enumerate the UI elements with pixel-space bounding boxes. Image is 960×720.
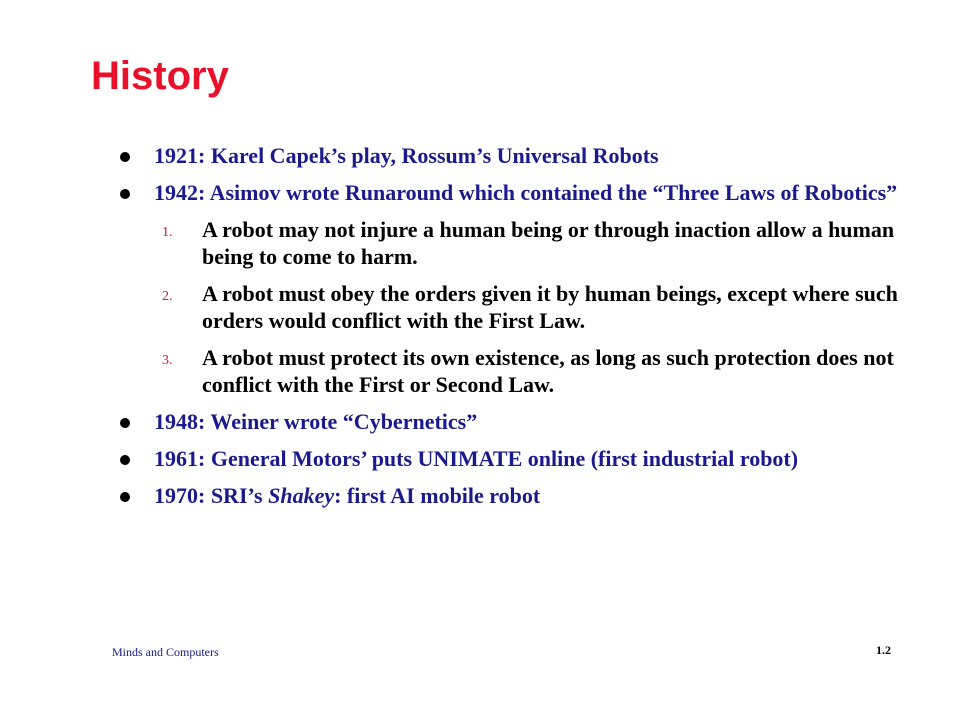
law-number: 3. <box>162 353 173 368</box>
law-item-1 <box>154 216 920 270</box>
law-number: 1. <box>162 225 173 240</box>
bullet-item-1948 <box>120 408 920 435</box>
bullet-text: 1961: General Motors’ puts UNIMATE online (first industrial robot) <box>154 446 799 471</box>
bullet-text-suffix: : first AI mobile robot <box>334 483 541 508</box>
law-text: A robot may not injure a human being or through inaction allow a human being to come to harm. <box>202 217 895 269</box>
bullet-item-1921 <box>120 142 920 169</box>
bullet-dot-icon <box>120 492 130 502</box>
bullet-dot-icon <box>120 455 130 465</box>
bullet-item-1961 <box>120 445 920 472</box>
slide-title: History <box>91 54 229 98</box>
law-text: A robot must obey the orders given it by human beings, except where such orders would conflict with the First Law. <box>202 281 898 333</box>
bullet-item-1942 <box>120 179 920 398</box>
bullet-dot-icon <box>120 418 130 428</box>
bullet-item-1970 <box>120 482 920 509</box>
bullet-text: 1948: Weiner wrote “Cybernetics” <box>154 409 478 434</box>
laws-list <box>154 216 920 398</box>
law-text: A robot must protect its own existence, as long as such protection does not conflict with the First or Second Law. <box>202 345 894 397</box>
bullet-text: 1921: Karel Capek’s play, Rossum’s Universal Robots <box>154 143 659 168</box>
footer-course-name: Minds and Computers <box>112 645 219 659</box>
law-number: 2. <box>162 289 173 304</box>
bullet-list <box>120 142 920 519</box>
bullet-text: 1942: Asimov wrote Runaround which contained the “Three Laws of Robotics” <box>154 180 898 205</box>
law-item-3 <box>154 344 920 398</box>
law-item-2 <box>154 280 920 334</box>
bullet-dot-icon <box>120 152 130 162</box>
bullet-dot-icon <box>120 189 130 199</box>
bullet-text-prefix: 1970: SRI’s <box>154 483 269 508</box>
shakey-italic: Shakey <box>268 483 335 508</box>
footer-slide-number: 1.2 <box>876 643 891 657</box>
